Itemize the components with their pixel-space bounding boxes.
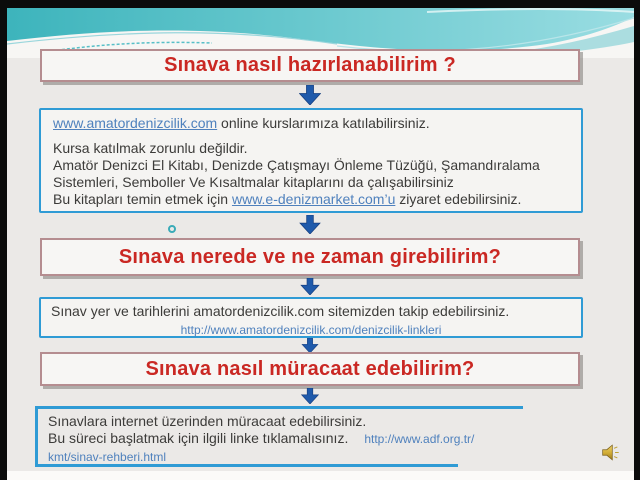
question-title: Sınava nasıl hazırlanabilirim ? [164,54,456,76]
slide-bottom-strip [7,471,634,480]
prepare-line-4: Sistemleri, Semboller Ve Kısaltmalar kitaplarını da çalışabilirsiniz [53,174,454,190]
answer-box-prepare [39,108,583,213]
where-line-1: Sınav yer ve tarihlerini amatordenizcilik.com sitemizden takip edebilirsiniz. [51,303,510,319]
box-border-top [35,406,523,409]
circle-marker [168,225,176,233]
prepare-line-1: www.amatordenizcilik.com online kurslarımıza katılabilirsiniz. [53,115,430,131]
prepare-line-3: Amatör Denizci El Kitabı, Denizde Çatışmayı Önleme Tüzüğü, Şamandıralama [53,157,540,173]
question-box-how-to-apply [40,352,580,386]
adf-link-part2[interactable]: kmt/sinav-rehberi.html [48,450,167,464]
apply-line-1: Sınavlara internet üzerinden müracaat edebilirsiniz. [48,413,367,429]
box-border-left [35,406,38,467]
question-title: Sınava nerede ve ne zaman girebilirim? [118,245,502,268]
answer-box-apply [35,406,529,468]
presentation-slide [7,8,634,480]
denizcilik-linkleri-link[interactable]: http://www.amatordenizcilik.com/denizcilik-linkleri [180,323,442,337]
down-arrow-icon [299,388,321,404]
question-box-how-to-prepare [40,49,580,82]
down-arrow-icon [299,215,321,234]
down-arrow-icon [299,278,321,295]
apply-line-2: Bu süreci başlatmak için ilgili linke tıklamalısınız. http://www.adf.org.tr/ [48,430,475,446]
question-box-where-when [40,238,580,276]
answer-box-where [39,297,583,338]
down-arrow-icon [299,85,321,105]
prepare-line-2: Kursa katılmak zorunlu değildir. [53,140,248,156]
speaker-icon[interactable] [599,441,621,463]
down-arrow-icon [299,338,321,353]
adf-link-part1[interactable]: http://www.adf.org.tr/ [364,432,475,446]
e-denizmarket-link[interactable]: www.e-denizmarket.com’u [231,191,396,207]
question-title: Sınava nasıl müracaat edebilirim? [145,357,475,380]
prepare-line-5: Bu kitapları temin etmek için www.e-denizmarket.com’u ziyaret edebilirsiniz. [53,191,522,207]
amatordenizcilik-link[interactable]: www.amatordenizcilik.com [53,115,218,131]
